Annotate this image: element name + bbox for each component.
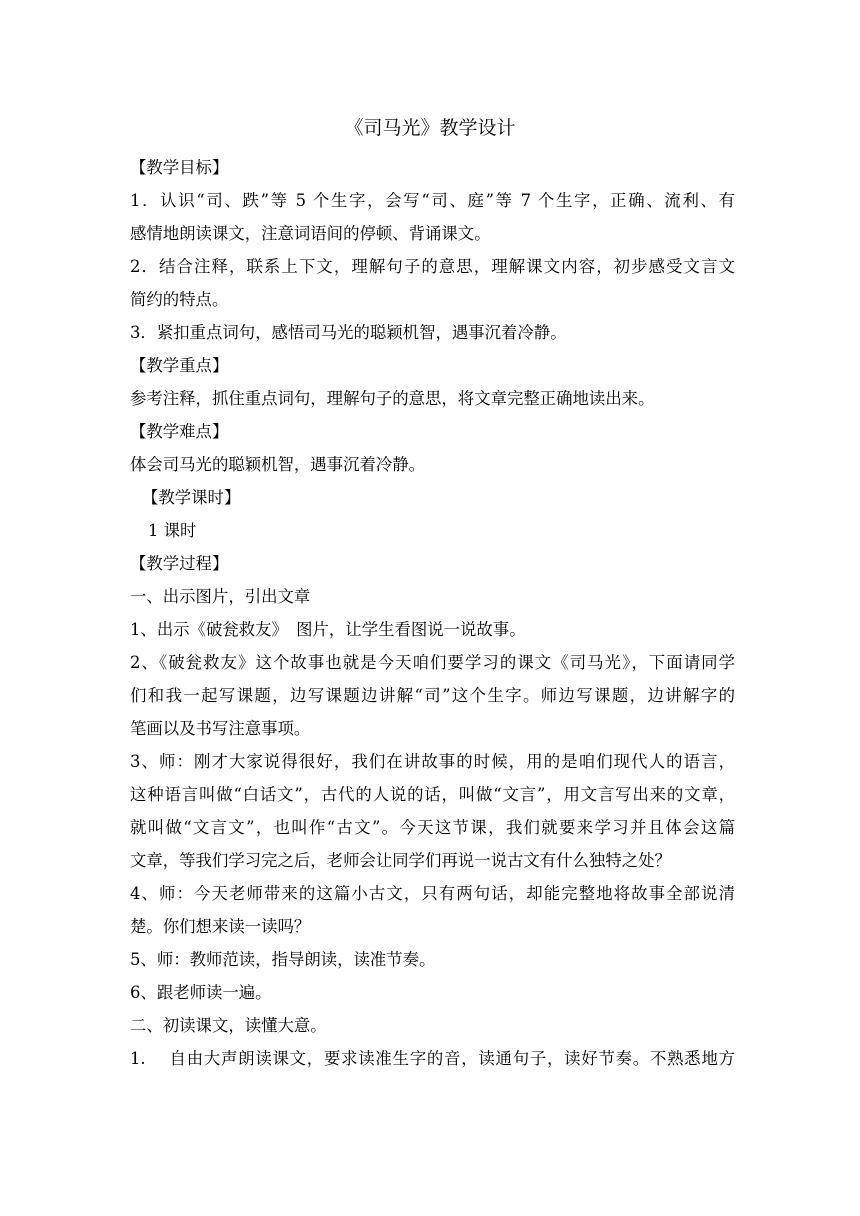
paragraph-line: 5、师：教师范读，指导朗读，读准节奏。 bbox=[130, 950, 436, 969]
paragraph-line: 1 课时 bbox=[148, 521, 197, 540]
paragraph-line: 4、师：今天老师带来的这篇小古文，只有两句话，却能完整地将故事全部说清 bbox=[130, 884, 735, 903]
paragraph-line: 感情地朗读课文，注意词语间的停顿、背诵课文。 bbox=[130, 224, 491, 243]
paragraph-line: 1、出示《破瓮救友》 图片，让学生看图说一说故事。 bbox=[130, 620, 526, 639]
paragraph-line: 笔画以及书写注意事项。 bbox=[130, 719, 311, 738]
paragraph-line: 2．结合注释，联系上下文，理解句子的意思，理解课文内容，初步感受文言文 bbox=[130, 257, 735, 276]
paragraph-line: 文章，等我们学习完之后，老师会让同学们再说一说古文有什么独特之处？ bbox=[130, 851, 671, 870]
paragraph-line: 3．紧扣重点词句，感悟司马光的聪颖机智，遇事沉着冷静。 bbox=[130, 323, 567, 342]
paragraph-line: 楚。你们想来读一读吗？ bbox=[130, 917, 311, 936]
paragraph-line: 就叫做“文言文”，也叫作“古文”。今天这节课，我们就要来学习并且体会这篇 bbox=[130, 818, 735, 837]
paragraph-line: 参考注释，抓住重点词句，理解句子的意思，将文章完整正确地读出来。 bbox=[130, 389, 655, 408]
subheading-line: 一、出示图片，引出文章 bbox=[130, 587, 311, 606]
paragraph-line: 3、师：刚才大家说得很好，我们在讲故事的时候，用的是咱们现代人的语言， bbox=[130, 752, 735, 771]
document-body bbox=[130, 151, 735, 1075]
document-title: 《司马光》教学设计 bbox=[344, 117, 516, 139]
section-heading-objectives: 【教学目标】 bbox=[130, 158, 229, 177]
paragraph-line: 1．认识“司、跌”等 5 个生字，会写“司、庭”等 7 个生字，正确、流利、有 bbox=[130, 191, 735, 210]
section-heading-difficulties: 【教学难点】 bbox=[130, 422, 229, 441]
paragraph-line: 体会司马光的聪颖机智，遇事沉着冷静。 bbox=[130, 455, 426, 474]
paragraph-line: 们和我一起写课题，边写课题边讲解“司”这个生字。师边写课题，边讲解字的 bbox=[130, 686, 735, 705]
section-heading-key-points: 【教学重点】 bbox=[130, 356, 229, 375]
paragraph-line: 6、跟老师读一遍。 bbox=[130, 983, 272, 1002]
section-heading-process: 【教学过程】 bbox=[130, 554, 229, 573]
paragraph-line: 简约的特点。 bbox=[130, 290, 229, 309]
paragraph-line: 2、《破瓮救友》这个故事也就是今天咱们要学习的课文《司马光》，下面请同学 bbox=[130, 653, 735, 672]
paragraph-line: 1. 自由大声朗读课文，要求读准生字的音，读通句子，读好节奏。不熟悉地方 bbox=[130, 1049, 735, 1068]
paragraph-line: 这种语言叫做“白话文”，古代的人说的话，叫做“文言”，用文言写出来的文章， bbox=[130, 785, 735, 804]
section-heading-class-hours: 【教学课时】 bbox=[142, 488, 241, 507]
subheading-line: 二、初读课文，读懂大意。 bbox=[130, 1016, 327, 1035]
